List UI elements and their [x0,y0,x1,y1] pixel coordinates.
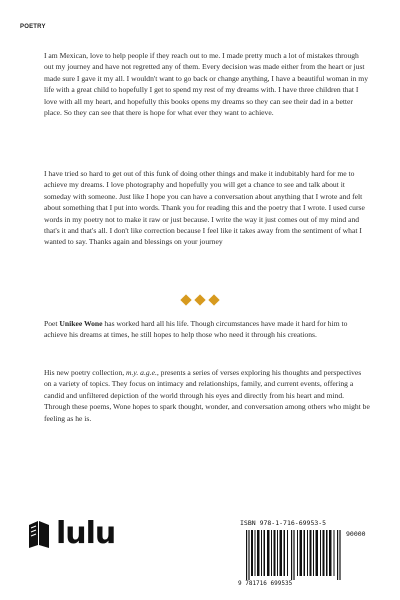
paragraph-text: I am Mexican, love to help people if they reach out to me. I made pretty much a lot of mistakes through out my journey and have not regretted any of them. Every decision was made either from the heart or just made sure I gave it my all. I wouldn't want to go back or change anything, I have a beautiful woman in my life with a great child to hopefully I get to spend my rest of my dreams with. I have three children that I love with all my heart, and hopefully this books opens my dreams so they can see their dad in a better place. So they can see that there is hope for what ever they want to achieve. [44,51,369,118]
book-icon [26,519,52,549]
barcode-digits: 9 781716 699535 [238,580,293,587]
collection-suffix: , presents a series of verses exploring his thoughts and perspectives on a variety of topics. They focus on intimacy and relationships, family, and current events, offering a candid and unfiltered depiction of the world through his eyes and directly from his heart and mind. Through these poems, Wone hopes to spark thought, wonder, and conversation among others who might be feeling as he is. [44,368,370,423]
diamond-icon [180,294,191,305]
category-label: POETRY [20,24,46,30]
intro-paragraph [44,50,370,118]
diamond-icon [208,294,219,305]
publisher-logo [26,516,115,551]
diamond-ornament [0,296,400,304]
collection-title: m.y. a.g.e. [126,368,157,377]
diamond-icon [194,294,205,305]
author-name: Unikee Wone [59,319,103,328]
collection-prefix: His new poetry collection, [44,368,127,377]
bio-prefix: Poet [44,319,60,328]
publisher-name: lulu [56,516,116,551]
author-bio [44,318,370,341]
second-paragraph [44,168,370,248]
price-code: 90000 [346,530,366,538]
isbn-number: ISBN 978-1-716-69953-5 [240,519,327,527]
paragraph-text: I have tried so hard to get out of this funk of doing other things and make it indubitably hard for me to achieve my dreams. I love photography and hopefully you will get a chance to see and talk about it someday with someone. Just like I hope you can have a conversation about anything that I wrote and felt about something that I put into words. Thank you for reading this and the poetry that I wrote. I used curse words in my poetry not to make it raw or just because. I write the way it just comes out of my mind and that's it and that's all. I don't like correction because I feel like it takes away from the sentiment of what I wanted to say. Thanks again and blessings on your journey [44,169,365,247]
bio-suffix: has worked hard all his life. Though circumstances have made it hard for him to achieve his dreams at times, he still hopes to help those who need it through his creations. [44,319,348,340]
collection-description [44,367,370,424]
barcode-bars [246,530,342,580]
